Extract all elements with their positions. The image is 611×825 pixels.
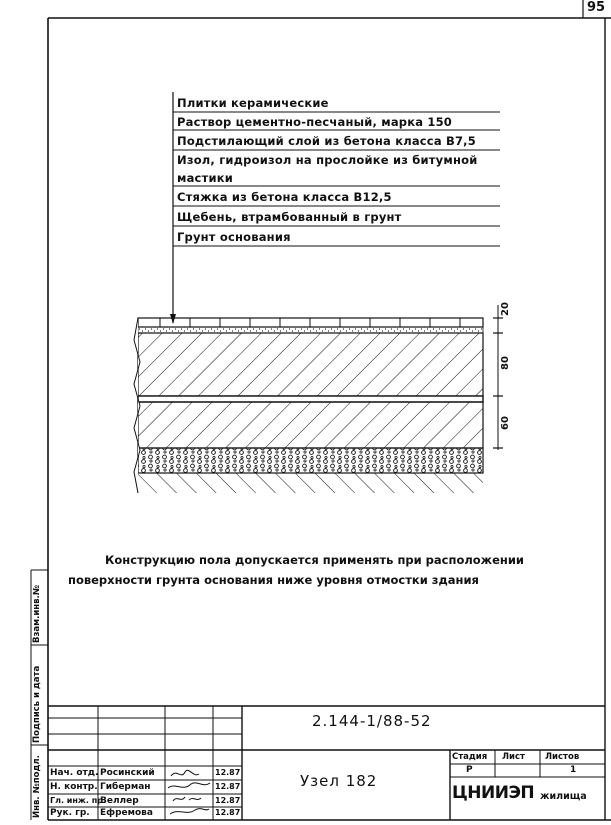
date-1: 12.87 (215, 768, 241, 777)
legend-concrete-base: Подстилающий слой из бетона класса В7,5 (177, 134, 476, 148)
role-1: Нач. отд. (50, 768, 99, 778)
signatures (165, 766, 213, 820)
legend-insulation: Изол, гидроизол на прослойке из битумной (177, 153, 478, 167)
note-line-2: поверхности грунта основания ниже уровня отмостки здания (68, 573, 479, 587)
side-label-inv-number: Инв. №подл. (32, 755, 42, 818)
col-header-stage: Стадия (452, 752, 488, 762)
date-3: 12.87 (215, 796, 241, 805)
dimension-20: 20 (500, 302, 511, 316)
org-mark: ЦНИИЭП (452, 783, 535, 803)
legend-mortar: Раствор цементно-песчаный, марка 150 (177, 115, 452, 129)
note-line-1: Конструкцию пола допускается применять при расположении (105, 553, 524, 567)
stage-value: Р (466, 765, 473, 775)
dimension-60: 60 (500, 416, 511, 430)
name-4: Ефремова (100, 808, 153, 818)
date-2: 12.87 (215, 782, 241, 791)
name-1: Росинский (100, 768, 155, 778)
col-header-sheets: Листов (545, 752, 580, 762)
role-2: Н. контр. (50, 782, 98, 792)
doc-code: 2.144-1/88-52 (312, 712, 432, 730)
side-label-replace-inv: Взам.инв.№ (32, 585, 42, 643)
legend-insulation-cont: мастики (177, 171, 233, 185)
dimension-80: 80 (500, 356, 511, 370)
org-suffix: жилища (540, 791, 587, 802)
col-header-sheet: Лист (502, 752, 525, 762)
role-4: Рук. гр. (50, 808, 90, 818)
side-label-signature-date: Подпись и дата (32, 665, 42, 743)
name-3: Веллер (100, 796, 139, 806)
legend-crushed-stone: Щебень, втрамбованный в грунт (177, 210, 402, 224)
legend-soil: Грунт основания (177, 230, 291, 244)
drawing-title: Узел 182 (300, 772, 378, 790)
legend-tiles: Плитки керамические (177, 96, 329, 110)
sheet-number: 95 (587, 0, 606, 15)
role-3: Гл. инж. пр. (50, 796, 106, 805)
date-4: 12.87 (215, 808, 241, 817)
name-2: Гиберман (100, 782, 151, 792)
legend-screed: Стяжка из бетона класса В12,5 (177, 190, 392, 204)
sheets-total-value: 1 (570, 765, 577, 775)
